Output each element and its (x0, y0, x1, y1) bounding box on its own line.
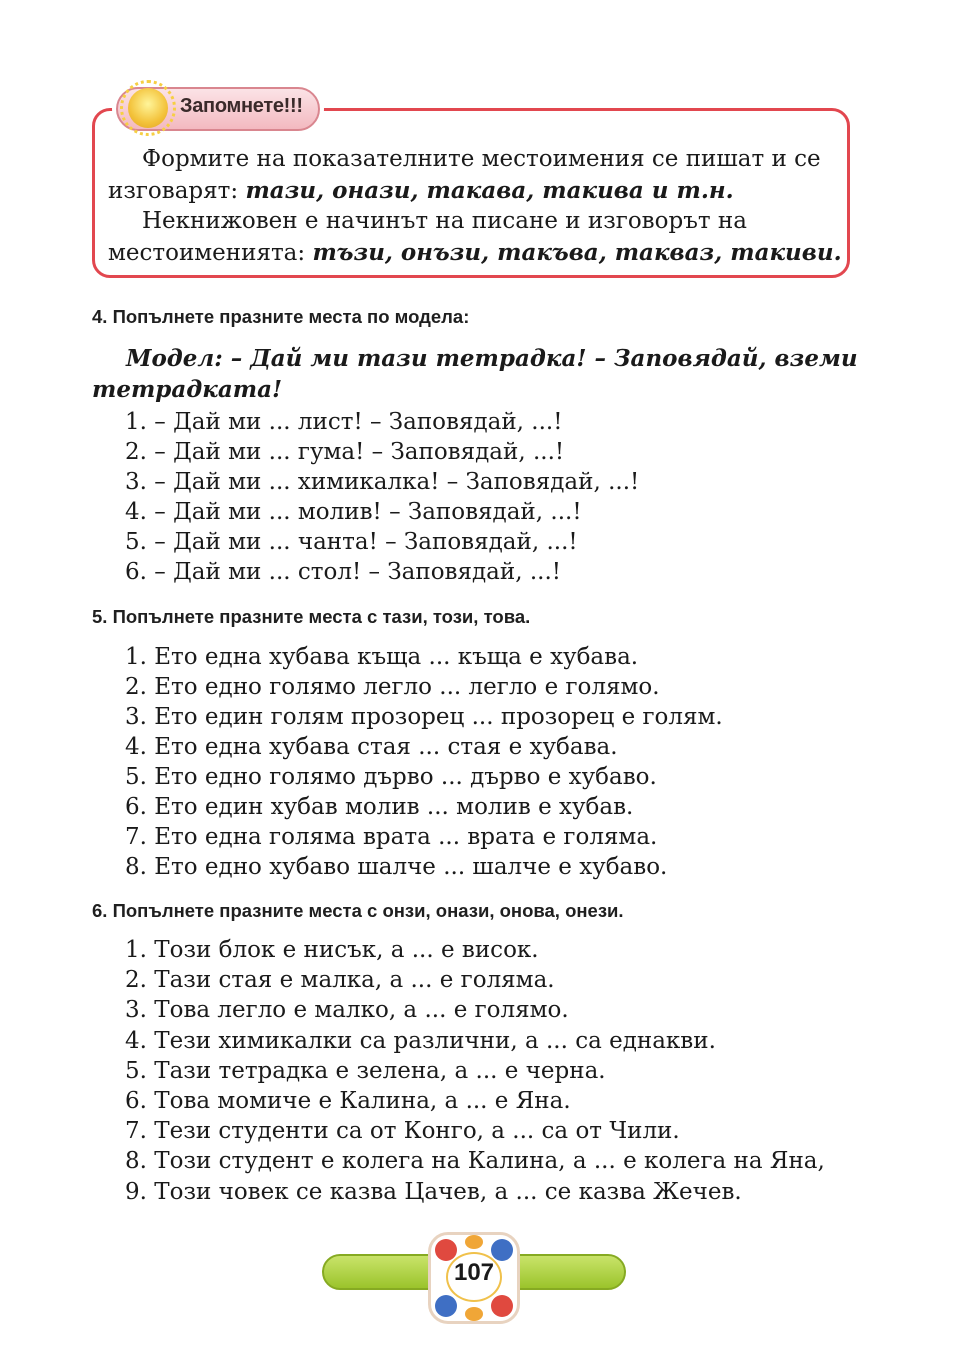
list-item: 7. Ето една голяма врата ... врата е голяма. (125, 824, 658, 850)
list-item: 5. Тази тетрадка е зелена, а ... е черна. (125, 1057, 606, 1084)
remember-paragraph-2 (108, 206, 844, 269)
list-item: 4. Тези химикалки са различни, а ... са еднакви. (125, 1027, 716, 1054)
list-item: 8. Този студент е колега на Калина, а ... е колега на Яна, (125, 1148, 825, 1175)
list-item: 1. Ето една хубава къща ... къща е хубава. (125, 644, 639, 670)
list-item: 2. – Дай ми ... гума! – Заповядай, ...! (125, 439, 565, 465)
remember-paragraph-1-text: Формите на показателните местоимения се пишат и се изговарят: (108, 146, 821, 204)
exercise-6-list (125, 935, 825, 1207)
list-item: 3. – Дай ми ... химикалка! – Заповядай, ...! (125, 469, 640, 495)
list-item: 6. Ето един хубав молив ... молив е хубав. (125, 794, 634, 820)
remember-label: Запомнете!!! (180, 95, 303, 117)
list-item: 7. Тези студенти са от Конго, а ... са от Чили. (125, 1118, 680, 1145)
list-item: 1. – Дай ми ... лист! – Заповядай, ...! (125, 409, 563, 435)
list-item: 9. Този човек се казва Цачев, а ... се казва Жечев. (125, 1178, 742, 1205)
exercise-5-list (125, 642, 723, 882)
list-item: 5. Ето едно голямо дърво ... дърво е хубаво. (125, 764, 657, 790)
exercise-6-heading: 6. Попълнете празните места с онзи, онази, онова, онези. (92, 900, 624, 921)
list-item: 8. Ето едно хубаво шалче ... шалче е хубаво. (125, 854, 668, 880)
remember-paragraph-1 (108, 144, 844, 207)
remember-paragraph-1-examples: тази, онази, такава, такива и т.н. (245, 177, 734, 204)
page-number: 107 (453, 1259, 495, 1286)
exercise-5-heading: 5. Попълнете празните места с тази, този, това. (92, 606, 531, 627)
list-item: 3. Ето един голям прозорец ... прозорец е голям. (125, 704, 723, 730)
list-item: 2. Тази стая е малка, а ... е голяма. (125, 967, 555, 994)
list-item: 2. Ето едно голямо легло ... легло е голямо. (125, 674, 660, 700)
list-item: 5. – Дай ми ... чанта! – Заповядай, ...! (125, 529, 578, 555)
list-item: 4. – Дай ми ... молив! – Заповядай, ...! (125, 499, 582, 525)
list-item: 1. Този блок е нисък, а ... е висок. (125, 937, 539, 963)
exercise-4-model: Модел: – Дай ми тази тетрадка! – Заповядай, вземи тетрадката! (92, 345, 858, 403)
list-item: 3. Това легло е малко, а ... е голямо. (125, 997, 569, 1024)
list-item: 4. Ето една хубава стая ... стая е хубава. (125, 734, 618, 760)
list-item: 6. – Дай ми ... стол! – Заповядай, ...! (125, 559, 562, 585)
remember-paragraph-2-text: Некнижовен е начинът на писане и изговорът на местоименията: (108, 208, 747, 266)
remember-paragraph-2-examples: тъзи, онъзи, такъва, такваз, такиви. (312, 239, 842, 266)
list-item: 6. Това момиче е Калина, а ... е Яна. (125, 1087, 571, 1114)
exercise-4-heading: 4. Попълнете празните места по модела: (92, 306, 470, 327)
lightbulb-icon (128, 88, 168, 128)
exercise-4-list (125, 407, 639, 587)
